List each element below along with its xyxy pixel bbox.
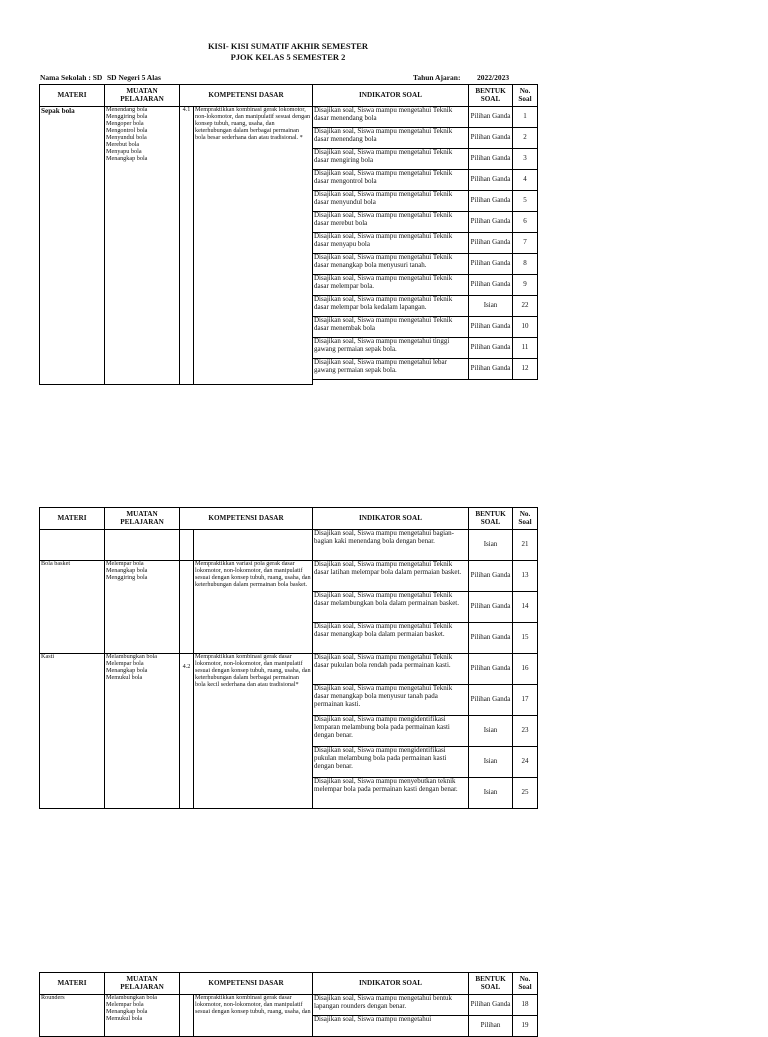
- bentuk-cell: Pilihan Ganda: [469, 233, 513, 254]
- bentuk-cell: Pilihan Ganda: [469, 212, 513, 233]
- indikator-cell: Disajikan soal, Siswa mampu mengetahui Teknik dasar merebut bola: [313, 212, 469, 233]
- kd-cell: Mempraktikkan kombinasi gerak dasar lokomotor, non-lokomotor, dan manipulatif sesuai dengan konsep tubuh, ruang, usaha, dan: [194, 995, 313, 1037]
- no-cell: 7: [513, 233, 538, 254]
- no-cell: 8: [513, 254, 538, 275]
- indikator-cell: Disajikan soal, Siswa mampu mengetahui: [313, 1016, 469, 1037]
- kd-cell: Mempraktikkan kombinasi gerak dasar lokomotor, non-lokomotor, dan manipulatif sesuai dengan konsep tubuh, ruang, usaha, dan keterhubungan dalam berbagai permainan bola kecil sederhana dan atau tradisional*: [194, 654, 313, 809]
- indikator-cell: Disajikan soal, Siswa mampu mengetahui Teknik dasar menendang bola: [313, 107, 469, 128]
- bentuk-cell: Isian: [469, 296, 513, 317]
- col-no: No. Soal: [513, 973, 538, 995]
- bentuk-cell: Isian: [469, 716, 513, 747]
- bentuk-cell: Pilihan Ganda: [469, 561, 513, 592]
- no-cell: 11: [513, 338, 538, 359]
- no-cell: 13: [513, 561, 538, 592]
- no-cell: 1: [513, 107, 538, 128]
- kisi-table-3: [39, 972, 538, 1037]
- kisi-table-2: [39, 507, 538, 809]
- document-subtitle: PJOK KELAS 5 SEMESTER 2: [230, 52, 346, 62]
- bentuk-cell: Isian: [469, 530, 513, 561]
- indikator-cell: Disajikan soal, Siswa mampu mengetahui Teknik dasar melambungkan bola dalam permainan basket.: [313, 592, 469, 623]
- no-cell: 6: [513, 212, 538, 233]
- indikator-cell: Disajikan soal, Siswa mampu mengetahui Teknik dasar menangkap bola dalam permaian basket.: [313, 623, 469, 654]
- bentuk-cell: Pilihan Ganda: [469, 170, 513, 191]
- col-bentuk: BENTUK SOAL: [469, 85, 513, 107]
- bentuk-cell: Isian: [469, 747, 513, 778]
- col-muatan: MUATAN PELAJARAN: [105, 508, 180, 530]
- indikator-cell: Disajikan soal, Siswa mampu menyebutkan teknik melempar bola pada permainan kasti dengan benar.: [313, 778, 469, 809]
- table-3-clip: [0, 972, 768, 1030]
- header-row: [40, 85, 538, 107]
- no-cell: 14: [513, 592, 538, 623]
- col-materi: MATERI: [40, 973, 105, 995]
- bentuk-cell: Pilihan Ganda: [469, 149, 513, 170]
- materi-cell: Rounders: [40, 995, 105, 1037]
- materi-cell: Sepak bola: [40, 107, 105, 385]
- col-muatan: MUATAN PELAJARAN: [105, 973, 180, 995]
- col-bentuk: BENTUK SOAL: [469, 973, 513, 995]
- col-no: No. Soal: [513, 508, 538, 530]
- indikator-cell: Disajikan soal, Siswa mampu mengetahui Teknik dasar menyapu bola: [313, 233, 469, 254]
- indikator-cell: Disajikan soal, Siswa mampu mengetahui Teknik dasar pukulan bola rendah pada permainan kasti.: [313, 654, 469, 685]
- header-row: [40, 973, 538, 995]
- no-cell: 16: [513, 654, 538, 685]
- col-muatan: MUATAN PELAJARAN: [105, 85, 180, 107]
- indikator-cell: Disajikan soal, Siswa mampu mengetahui Teknik dasar mengontrol bola: [313, 170, 469, 191]
- year-value: 2022/2023: [477, 73, 510, 82]
- col-materi: MATERI: [40, 508, 105, 530]
- bentuk-cell: Pilihan Ganda: [469, 685, 513, 716]
- indikator-cell: Disajikan soal, Siswa mampu mengidentifikasi lemparan melambung bola pada permainan kasti dengan benar.: [313, 716, 469, 747]
- bentuk-cell: Isian: [469, 778, 513, 809]
- indikator-cell: Disajikan soal, Siswa mampu mengetahui Teknik dasar melempar bola kedalam lapangan.: [313, 296, 469, 317]
- table-row: [40, 561, 538, 592]
- col-indikator: INDIKATOR SOAL: [313, 85, 469, 107]
- kd-number: [180, 561, 194, 654]
- school-label: Nama Sekolah : SD: [40, 73, 103, 82]
- col-kompetensi: KOMPETENSI DASAR: [180, 973, 313, 995]
- document-title: KISI- KISI SUMATIF AKHIR SEMESTER: [207, 41, 369, 51]
- indikator-cell: Disajikan soal, Siswa mampu mengetahui Teknik dasar mengiring bola: [313, 149, 469, 170]
- indikator-cell: Disajikan soal, Siswa mampu mengidentifikasi pukulan melambung bola pada permainan kasti dengan benar.: [313, 747, 469, 778]
- col-no: No. Soal: [513, 85, 538, 107]
- materi-cell: Bola basket: [40, 561, 105, 654]
- col-bentuk: BENTUK SOAL: [469, 508, 513, 530]
- muatan-cell: Melempar bola Menangkap bola Menggiring bola: [105, 561, 180, 654]
- kd-cell: Mempraktikkan kombinasi gerak lokomotor, non-lokomotor, dan manipulatif sesuai dengan konsep tubuh, ruang, usaha, dan keterhubungan dalam berbagai permainan bola besar sederhana dan atau tradisional. *: [194, 107, 313, 385]
- indikator-cell: Disajikan soal, Siswa mampu mengetahui Teknik dasar latihan melempar bola dalam permaian basket.: [313, 561, 469, 592]
- muatan-cell: Melambungkan bola Melempar bola Menangkap bola Memukul bola: [105, 654, 180, 809]
- bentuk-cell: Pilihan Ganda: [469, 317, 513, 338]
- no-cell: 25: [513, 778, 538, 809]
- bentuk-cell: Pilihan Ganda: [469, 592, 513, 623]
- table-row: [40, 995, 538, 1016]
- indikator-cell: Disajikan soal, Siswa mampu mengetahui lebar gawang permaian sepak bola.: [313, 359, 469, 380]
- indikator-cell: Disajikan soal, Siswa mampu mengetahui bentuk lapangan rounders dengan benar.: [313, 995, 469, 1016]
- kisi-table-1: [39, 84, 538, 385]
- indikator-cell: Disajikan soal, Siswa mampu mengetahui Teknik dasar menangkap bola menyusuri tanah.: [313, 254, 469, 275]
- bentuk-cell: Pilihan Ganda: [469, 254, 513, 275]
- header-row: [40, 508, 538, 530]
- bentuk-cell: Pilihan Ganda: [469, 191, 513, 212]
- table-row: [40, 530, 538, 561]
- table-row: [40, 654, 538, 685]
- bentuk-cell: Pilihan Ganda: [469, 654, 513, 685]
- indikator-cell: Disajikan soal, Siswa mampu mengetahui tinggi gawang permaian sepak bola.: [313, 338, 469, 359]
- kd-number: 4.1: [180, 107, 194, 385]
- bentuk-cell: Pilihan Ganda: [469, 623, 513, 654]
- indikator-cell: Disajikan soal, Siswa mampu mengetahui Teknik dasar menendang bola: [313, 128, 469, 149]
- table-row: [40, 107, 538, 128]
- bentuk-cell: Pilihan Ganda: [469, 359, 513, 380]
- no-cell: 10: [513, 317, 538, 338]
- muatan-cell: Menendang bola Menggiring bola Mengoper bola Mengontrol bola Menyundul bola Merebut bola Menyapu bola Menangkap bola: [105, 107, 180, 385]
- indikator-cell: Disajikan soal, Siswa mampu mengetahui bagian-bagian kaki menendang bola dengan benar.: [313, 530, 469, 561]
- col-indikator: INDIKATOR SOAL: [313, 973, 469, 995]
- col-kompetensi: KOMPETENSI DASAR: [180, 85, 313, 107]
- indikator-cell: Disajikan soal, Siswa mampu mengetahui Teknik dasar menyundul bola: [313, 191, 469, 212]
- no-cell: 17: [513, 685, 538, 716]
- col-indikator: INDIKATOR SOAL: [313, 508, 469, 530]
- no-cell: 18: [513, 995, 538, 1016]
- materi-cell: Kasti: [40, 654, 105, 809]
- no-cell: 22: [513, 296, 538, 317]
- no-cell: 4: [513, 170, 538, 191]
- no-cell: 5: [513, 191, 538, 212]
- no-cell: 9: [513, 275, 538, 296]
- kd-number: 4.2: [180, 654, 194, 809]
- kd-number: [180, 995, 194, 1037]
- no-cell: 21: [513, 530, 538, 561]
- bentuk-cell: Pilihan Ganda: [469, 275, 513, 296]
- no-cell: 12: [513, 359, 538, 380]
- no-cell: 15: [513, 623, 538, 654]
- bentuk-cell: Pilihan Ganda: [469, 107, 513, 128]
- no-cell: 19: [513, 1016, 538, 1037]
- no-cell: 24: [513, 747, 538, 778]
- bentuk-cell: Pilihan: [469, 1016, 513, 1037]
- kd-cell: Mempraktikkan variasi pola gerak dasar lokomotor, non-lokomotor, dan manipulatif sesuai dengan konsep tubuh, ruang, usaha, dan keterhubungan dalam permainan bola basket.: [194, 561, 313, 654]
- indikator-cell: Disajikan soal, Siswa mampu mengetahui Teknik dasar menembak bola: [313, 317, 469, 338]
- no-cell: 23: [513, 716, 538, 747]
- no-cell: 3: [513, 149, 538, 170]
- indikator-cell: Disajikan soal, Siswa mampu mengetahui Teknik dasar menangkap bola menyusur tanah pada permainan kasti.: [313, 685, 469, 716]
- no-cell: 2: [513, 128, 538, 149]
- bentuk-cell: Pilihan Ganda: [469, 995, 513, 1016]
- muatan-cell: Melambungkan bola Melempar bola Menangkap bola Memukul bola: [105, 995, 180, 1037]
- bentuk-cell: Pilihan Ganda: [469, 338, 513, 359]
- school-value: SD Negeri 5 Alas: [107, 73, 161, 82]
- col-materi: MATERI: [40, 85, 105, 107]
- bentuk-cell: Pilihan Ganda: [469, 128, 513, 149]
- year-label: Tahun Ajaran:: [413, 73, 461, 82]
- col-kompetensi: KOMPETENSI DASAR: [180, 508, 313, 530]
- indikator-cell: Disajikan soal, Siswa mampu mengetahui Teknik dasar melempar bola.: [313, 275, 469, 296]
